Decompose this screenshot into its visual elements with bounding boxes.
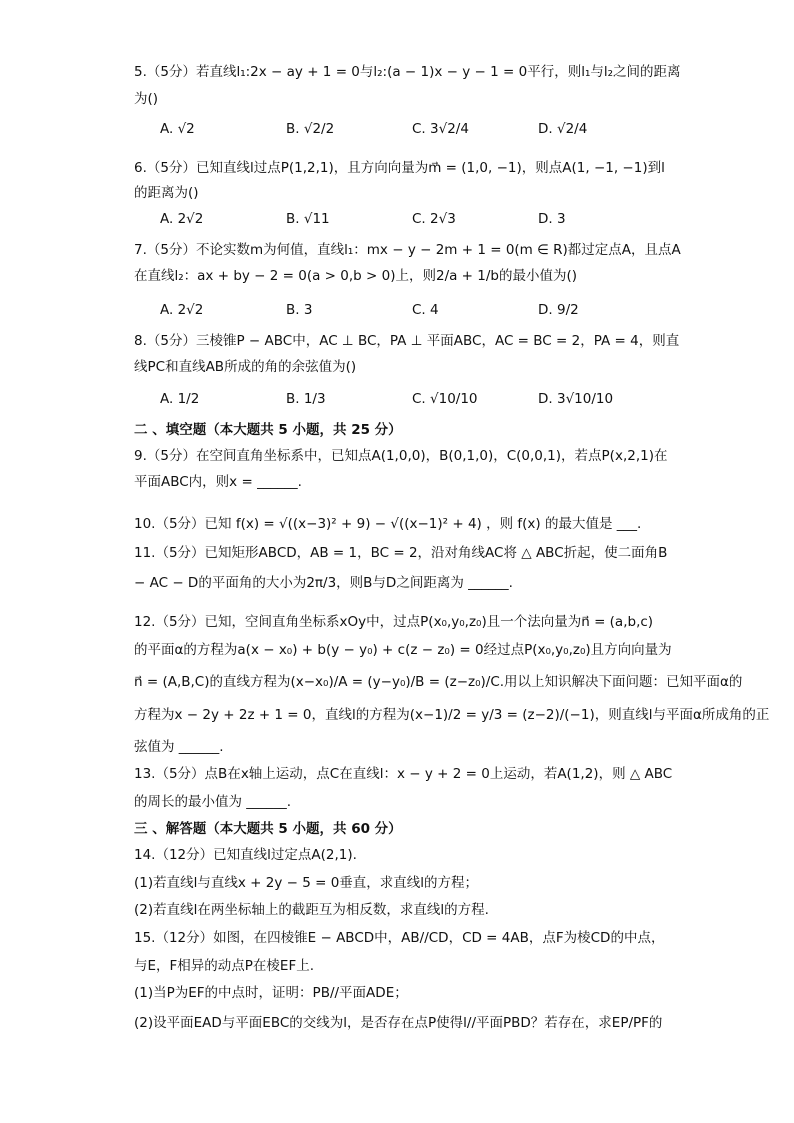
q13-line2: 的周长的最小值为 ______. xyxy=(134,794,292,810)
q8-option-c: C. √10/10 xyxy=(412,391,478,407)
q15-line3: (1)当P为EF的中点时，证明：PB//平面ADE； xyxy=(134,985,408,1001)
q5-option-a: A. √2 xyxy=(160,121,195,137)
q8-options xyxy=(160,391,680,413)
q5-option-b: B. √2/2 xyxy=(286,121,335,137)
q12-line2: 的平面α的方程为a(x − x₀) + b(y − y₀) + c(z − z₀) = 0经过点P(x₀,y₀,z₀)且方向向量为 xyxy=(134,642,672,658)
q15-line4: (2)设平面EAD与平面EBC的交线为l，是否存在点P使得l//平面PBD？若存在，求EP/PF的 xyxy=(134,1015,663,1031)
q5-line1: 5.（5分）若直线l₁:2x − ay + 1 = 0与l₂:(a − 1)x − y − 1 = 0平行，则l₁与l₂之间的距离 xyxy=(134,64,681,80)
q7-option-a: A. 2√2 xyxy=(160,302,204,318)
q6-options xyxy=(160,211,680,233)
q8-line2: 线PC和直线AB所成的角的余弦值为() xyxy=(134,359,357,375)
q7-line2: 在直线l₂：ax + by − 2 = 0(a > 0,b > 0)上，则2/a + 1/b的最小值为() xyxy=(134,268,578,284)
q8-line1: 8.（5分）三棱锥P − ABC中，AC ⊥ BC，PA ⊥ 平面ABC，AC = BC = 2，PA = 4，则直 xyxy=(134,333,680,349)
q5-options xyxy=(160,121,680,143)
q15-line2: 与E，F相异的动点P在棱EF上. xyxy=(134,958,315,974)
q10-line1: 10.（5分）已知 f(x) = √((x−3)² + 9) − √((x−1)² + 4) ，则 f(x) 的最大值是 ___. xyxy=(134,516,642,532)
q11-line2: − AC − D的平面角的大小为2π/3，则B与D之间距离为 ______. xyxy=(134,575,513,591)
q6-option-c: C. 2√3 xyxy=(412,211,456,227)
q8-option-b: B. 1/3 xyxy=(286,391,326,407)
q12-line3: n⃗ = (A,B,C)的直线方程为(x−x₀)/A = (y−y₀)/B = (z−z₀)/C.用以上知识解决下面问题：已知平面α的 xyxy=(134,674,743,690)
q8-option-d: D. 3√10/10 xyxy=(538,391,614,407)
section-fill-in-heading: 二 、填空题（本大题共 5 小题，共 25 分） xyxy=(134,422,402,438)
q11-line1: 11.（5分）已知矩形ABCD，AB = 1，BC = 2，沿对角线AC将 △ ABC折起，使二面角B xyxy=(134,545,668,561)
q12-line1: 12.（5分）已知，空间直角坐标系xOy中，过点P(x₀,y₀,z₀)且一个法向量为n⃗ = (a,b,c) xyxy=(134,614,654,630)
q6-option-d: D. 3 xyxy=(538,211,566,227)
q7-options xyxy=(160,302,680,324)
q7-option-d: D. 9/2 xyxy=(538,302,579,318)
q6-option-a: A. 2√2 xyxy=(160,211,204,227)
q7-option-c: C. 4 xyxy=(412,302,439,318)
q12-line4: 方程为x − 2y + 2z + 1 = 0，直线l的方程为(x−1)/2 = y/3 = (z−2)/(−1)，则直线l与平面α所成角的正 xyxy=(134,707,770,723)
q6-line1: 6.（5分）已知直线l过点P(1,2,1)，且方向向量为m⃗ = (1,0, −1)，则点A(1, −1, −1)到l xyxy=(134,160,665,176)
q14-line3: (2)若直线l在两坐标轴上的截距互为相反数，求直线l的方程. xyxy=(134,902,489,918)
q5-line2: 为() xyxy=(134,91,159,107)
q9-line1: 9.（5分）在空间直角坐标系中，已知点A(1,0,0)，B(0,1,0)，C(0,0,1)，若点P(x,2,1)在 xyxy=(134,448,668,464)
q12-line5: 弦值为 ______. xyxy=(134,739,224,755)
q13-line1: 13.（5分）点B在x轴上运动，点C在直线l：x − y + 2 = 0上运动，若A(1,2)，则 △ ABC xyxy=(134,766,673,782)
section-solution-heading: 三 、解答题（本大题共 5 小题，共 60 分） xyxy=(134,821,402,837)
q9-line2: 平面ABC内，则x = ______. xyxy=(134,474,302,490)
q8-option-a: A. 1/2 xyxy=(160,391,200,407)
q5-option-c: C. 3√2/4 xyxy=(412,121,469,137)
q6-option-b: B. √11 xyxy=(286,211,330,227)
q5-option-d: D. √2/4 xyxy=(538,121,588,137)
q14-line1: 14.（12分）已知直线l过定点A(2,1). xyxy=(134,847,357,863)
q14-line2: (1)若直线l与直线x + 2y − 5 = 0垂直，求直线l的方程； xyxy=(134,875,479,891)
q6-line2: 的距离为() xyxy=(134,185,199,201)
q15-line1: 15.（12分）如图，在四棱锥E − ABCD中，AB//CD，CD = 4AB，点F为棱CD的中点， xyxy=(134,930,665,946)
q7-option-b: B. 3 xyxy=(286,302,313,318)
q7-line1: 7.（5分）不论实数m为何值，直线l₁：mx − y − 2m + 1 = 0(m ∈ R)都过定点A，且点A xyxy=(134,242,681,258)
